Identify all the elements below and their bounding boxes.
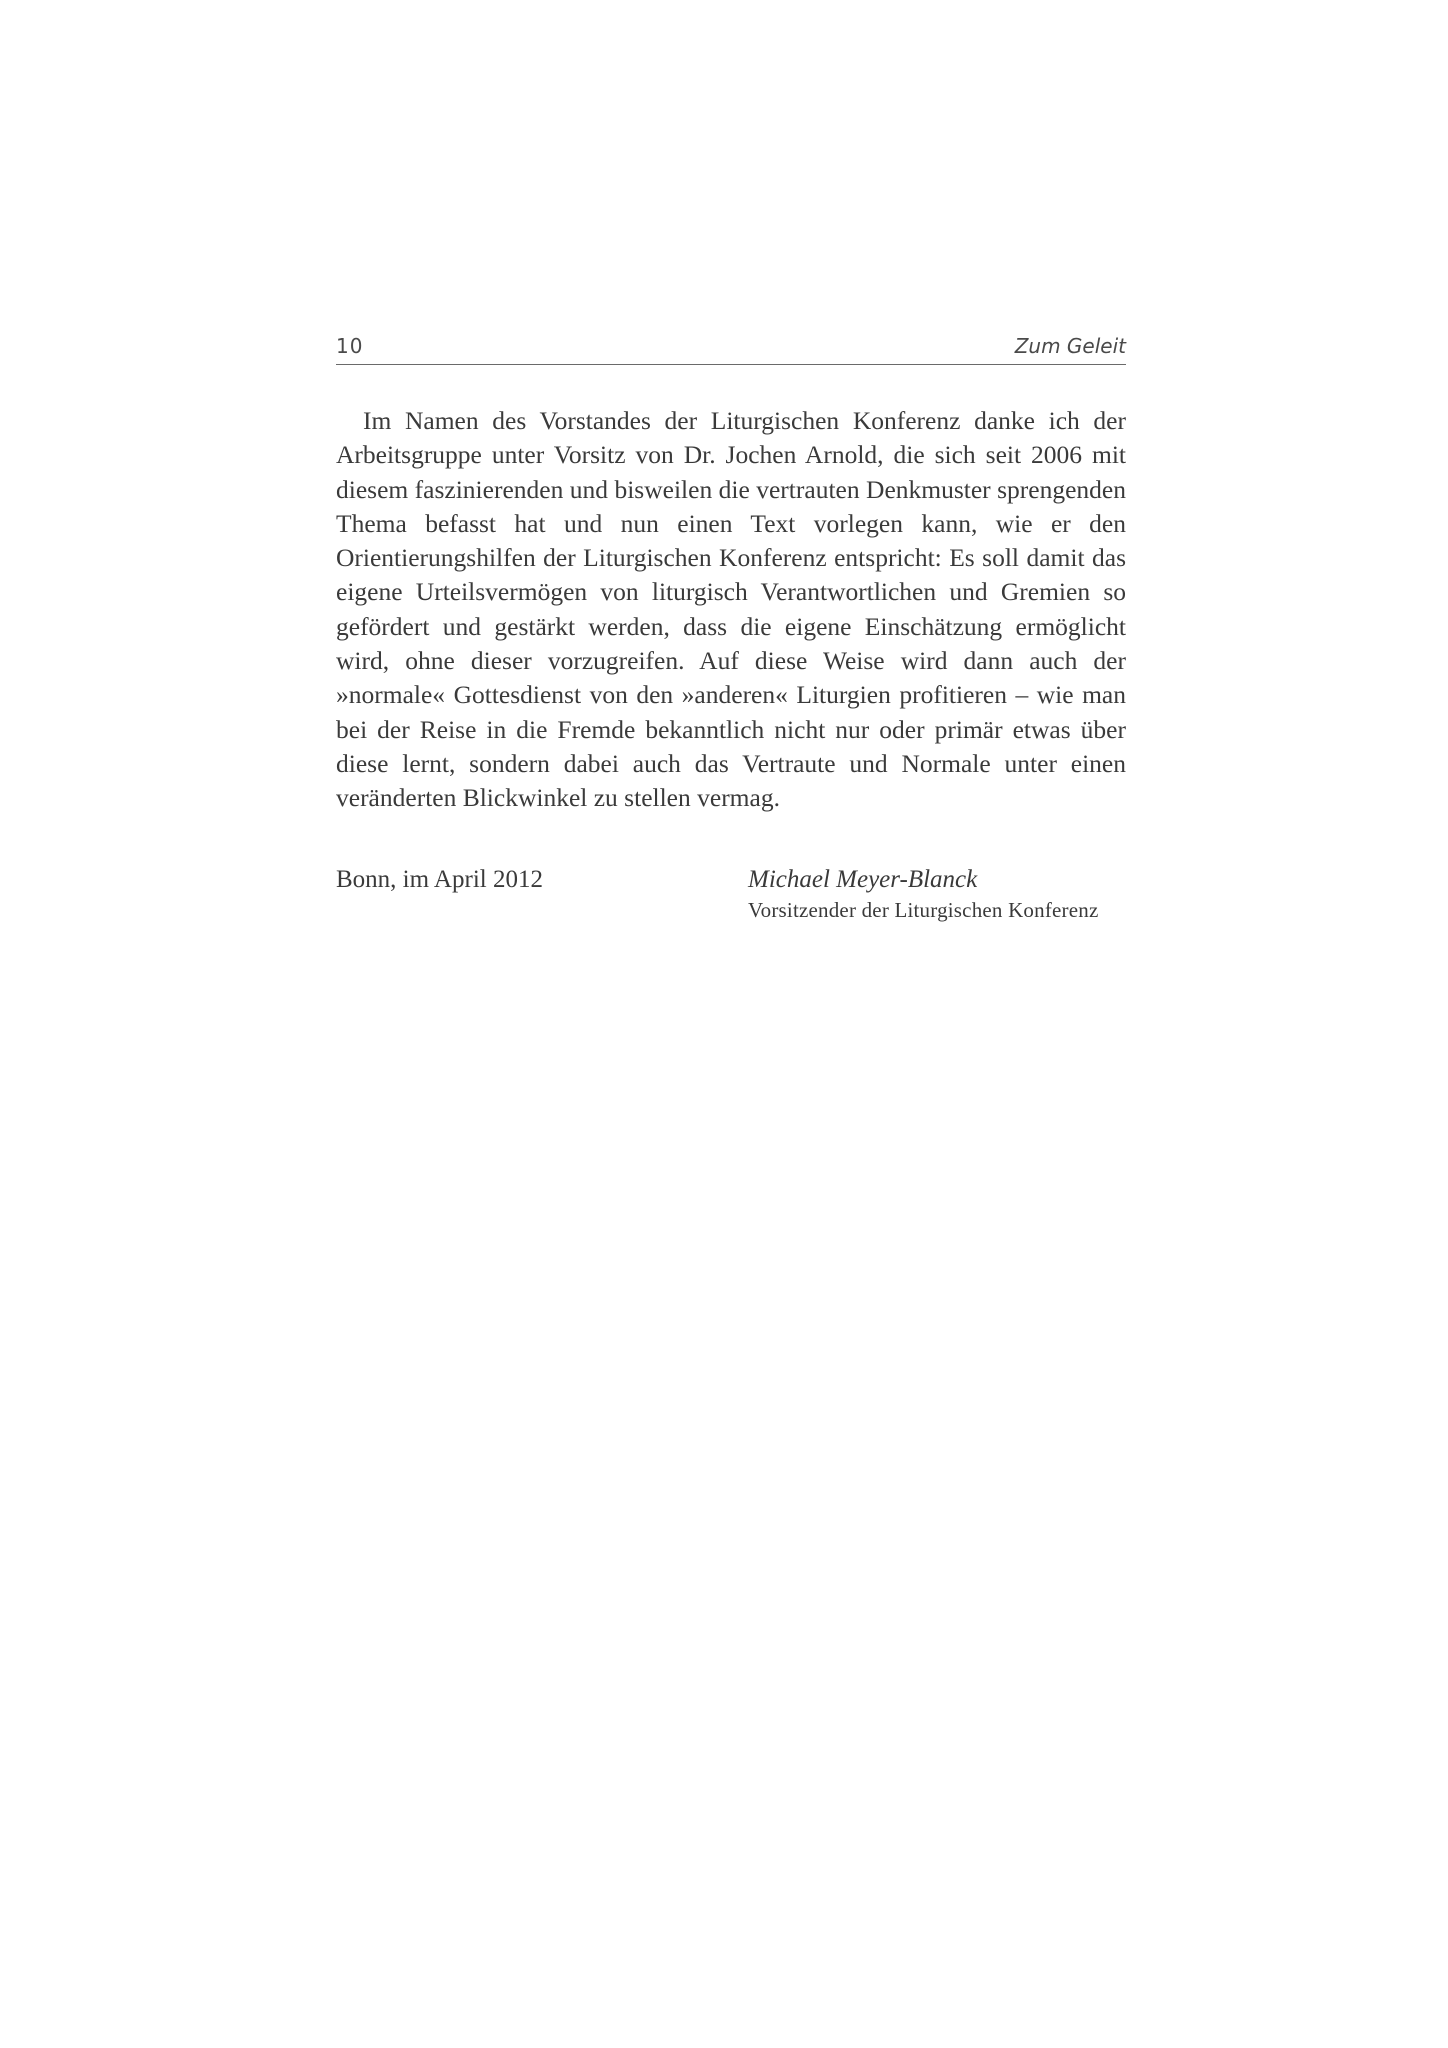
body-paragraph: Im Namen des Vorstandes der Liturgischen Konferenz danke ich der Arbeitsgruppe unter Vorsitz von Dr. Jochen Arnold, die sich seit 2006 mit diesem faszinierenden und bisweilen die vertrauten Denkmuster sprengenden Thema befasst hat und nun einen Text vorlegen kann, wie er den Orientierungshilfen der Liturgischen Konferenz entspricht: Es soll damit das eigene Urteilsvermögen von liturgisch Verantwortlichen und Gremien so gefördert und gestärkt werden, dass die eigene Einschätzung ermöglicht wird, ohne dieser vorzugreifen. Auf diese Weise wird dann auch der »normale« Gottesdienst von den »anderen« Liturgien profitieren – wie man bei der Reise in die Fremde bekanntlich nicht nur oder primär etwas über diese lernt, sondern dabei auch das Vertraute und Normale unter einen veränderten Blickwinkel zu stellen vermag. [336, 406, 1126, 813]
signer-role: Vorsitzender der Liturgischen Konferenz [748, 898, 1099, 922]
running-header [336, 334, 1126, 365]
signer-name: Michael Meyer-Blanck [748, 866, 978, 893]
signature-block [748, 866, 1126, 923]
section-title: Zum Geleit [1014, 334, 1126, 358]
page-number: 10 [336, 334, 364, 358]
closing-block [336, 866, 1126, 946]
place-and-date: Bonn, im April 2012 [336, 866, 543, 893]
